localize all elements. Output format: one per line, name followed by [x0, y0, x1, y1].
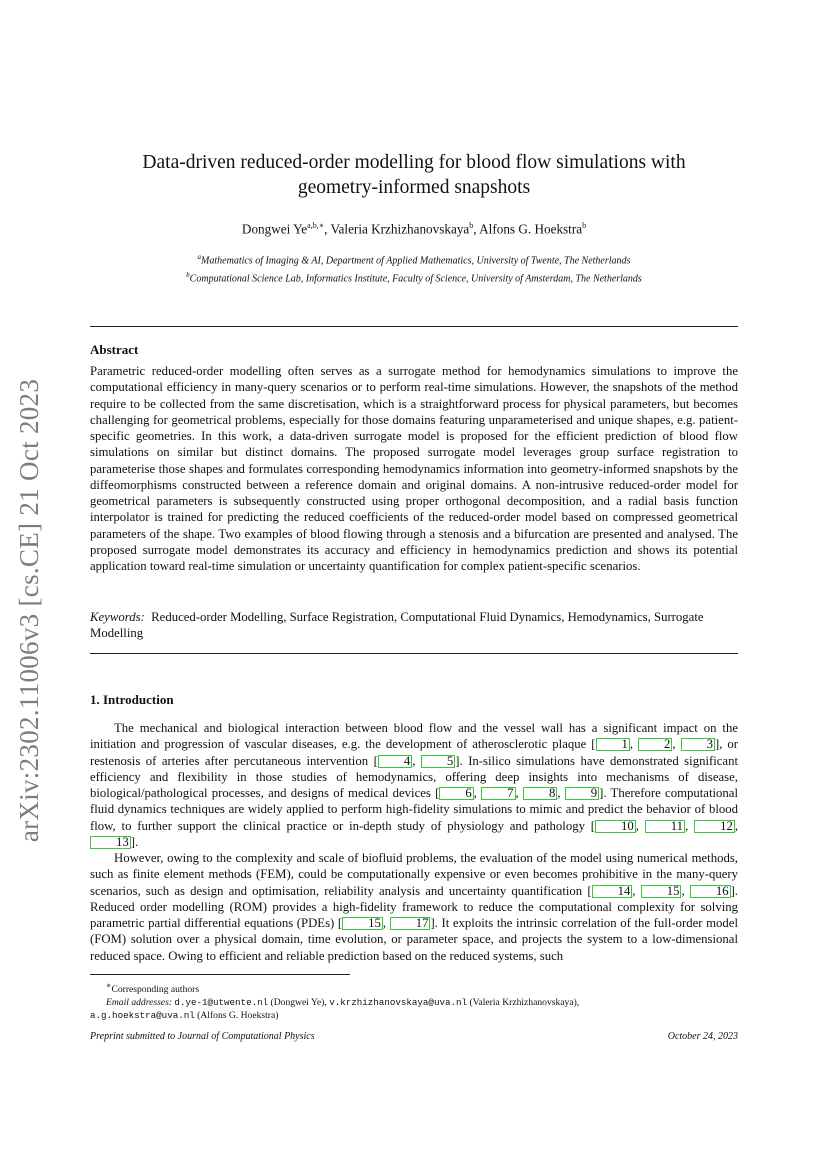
footnote: [90, 979, 738, 1022]
author-marks: b: [582, 221, 587, 230]
bottom-rule: [90, 653, 738, 654]
intro-text: ,: [629, 737, 639, 752]
intro-text: ], or restenosis of arteries after percutaneous intervention [: [90, 737, 739, 768]
section-heading: 1. Introduction: [90, 692, 174, 707]
title-line-1: Data-driven reduced-order modelling for blood flow simulations with: [142, 152, 686, 173]
author-list: [90, 221, 738, 237]
intro-text: ,: [635, 818, 645, 833]
corresponding-text: Corresponding authors: [111, 984, 200, 996]
citation-link[interactable]: 5: [421, 755, 455, 768]
citation-link[interactable]: 3: [681, 738, 715, 751]
email-link[interactable]: v.krzhizhanovskaya@uva.nl: [329, 997, 468, 1009]
intro-paragraph: [90, 720, 738, 850]
citation-link[interactable]: 17: [390, 917, 431, 930]
affiliations: [90, 250, 738, 287]
citation-link[interactable]: 7: [481, 787, 515, 800]
citation-link[interactable]: 4: [378, 755, 412, 768]
intro-text: ,: [672, 737, 681, 752]
intro-text: ,: [473, 786, 482, 800]
citation-link[interactable]: 14: [592, 885, 633, 898]
affiliation-a: [90, 250, 738, 268]
intro-text: ,: [681, 883, 690, 898]
keywords-label: Keywords:: [90, 610, 145, 624]
email-link[interactable]: d.ye-1@utwente.nl: [174, 997, 269, 1009]
email-link[interactable]: a.g.hoekstra@uva.nl: [90, 1010, 195, 1022]
email-owner: (Alfons G. Hoekstra): [197, 1010, 279, 1022]
citation-link[interactable]: 11: [645, 820, 685, 833]
author-marks: b: [469, 221, 474, 230]
email-owner: (Dongwei Ye): [270, 997, 325, 1009]
intro-text: ]. In-silico simulations have demonstrated significant efficiency and flexibility in those studies of hemodynamics, offering deep insights into mechanisms of disease, biological/pathological processes, and designs of medical devices [: [90, 753, 739, 800]
intro-text: ,: [632, 883, 641, 898]
introduction-body: [90, 720, 738, 964]
title-line-2: geometry-informed snapshots: [297, 177, 531, 198]
citation-link[interactable]: 10: [595, 820, 636, 833]
footnote-rule: [90, 974, 350, 975]
intro-text: ,: [382, 916, 390, 930]
citation-link[interactable]: 1: [596, 738, 630, 751]
author-name: Alfons G. Hoekstra: [479, 221, 583, 237]
top-rule: [90, 326, 738, 327]
intro-text: However, owing to the complexity and scale of biofluid problems, the evaluation of the model using numerical methods, such as finite element methods (FEM), could be computationally expensive or even becomes prohibitive in the many-query scenarios, such as design and optimisation, reliability analysis and uncertainty quantification [: [90, 851, 738, 898]
abstract-text: Parametric reduced-order modelling often serves as a surrogate method for hemodynamics simulations to improve the computational efficiency in many-query scenarios or to perform real-time simulations. However, the snapshots of the method require to be collected from the same discretisation, which is a straightforward process for physical parameters, but becomes challenging for geometrical problems, especially for those domains featuring unparameterised and unique shapes, e.g. patient-specific geometries. In this work, a data-driven surrogate model is proposed for the efficient prediction of blood flow simulations on similar but distinct domains. The proposed surrogate model leverages group surface registration to parameterise those shapes and formulates corresponding hemodynamics information into geometry-informed snapshots by the diffeomorphisms constructed between a reference domain and original domains. A non-intrusive reduced-order model for geometrical parameters is subsequently constructed using proper orthogonal decomposition, and a radial basis function interpolator is trained for predicting the reduced coefficients of the reduced-order model based on compressed geometrical parameters of the shape. Two examples of blood flowing through a stenosis and a bifurcation are presented and analysed. The proposed surrogate model demonstrates its accuracy and efficiency in hemodynamics prediction and shows its potential application toward real-time simulation or uncertainty quantification for complex patient-specific scenarios.: [90, 364, 738, 573]
page-footer: [90, 1031, 738, 1042]
affiliation-text: Computational Science Lab, Informatics Institute, Faculty of Science, University of Amsterdam, The Netherlands: [189, 273, 642, 285]
citation-link[interactable]: 13: [90, 836, 131, 849]
intro-text: ]. Therefore computational fluid dynamics techniques are widely applied to perform high-fidelity simulations to mimic and predict the behavior of blood flow, to further support the clinical practice or in-depth study of physiology and pathology [: [90, 786, 738, 833]
affiliation-b: [90, 268, 738, 286]
footer-date: October 24, 2023: [667, 1031, 738, 1042]
citation-link[interactable]: 8: [523, 787, 557, 800]
intro-text: ,: [734, 818, 738, 833]
abstract-heading: Abstract: [90, 342, 139, 357]
intro-text: ,: [557, 786, 565, 800]
keywords: [90, 609, 738, 642]
keywords-text: Reduced-order Modelling, Surface Registration, Computational Fluid Dynamics, Hemodynamics, Surrogate Modelling: [90, 610, 704, 641]
citation-link[interactable]: 15: [641, 885, 682, 898]
author-marks: a,b,∗: [307, 221, 325, 230]
footer-journal: Preprint submitted to Journal of Computational Physics: [90, 1031, 315, 1042]
affiliation-text: Mathematics of Imaging & AI, Department of Applied Mathematics, University of Twente, The Netherlands: [201, 255, 631, 267]
affiliation-mark: a: [197, 253, 202, 261]
citation-link[interactable]: 16: [690, 885, 731, 898]
email-addresses-cont: [90, 1009, 738, 1022]
corresponding-note: [90, 979, 738, 996]
citation-link[interactable]: 9: [565, 787, 599, 800]
intro-text: The mechanical and biological interaction between blood flow and the vessel wall has a significant impact on the initiation and progression of vascular diseases, e.g. the development of atherosclerotic plaque [: [90, 721, 738, 752]
intro-text: ,: [412, 753, 421, 768]
intro-text: ]. It exploits the intrinsic correlation of the full-order model (FOM) solution over a physical domain, time evolution, or parameter space, and projects the system to a low-dimensional reduced space. Owing to efficient and reliable prediction based on the reduced systems, such: [90, 916, 738, 963]
paper-title: [90, 150, 738, 200]
author-name: Valeria Krzhizhanovskaya: [330, 221, 470, 237]
citation-link[interactable]: 6: [439, 787, 473, 800]
intro-text: ]. Reduced order modelling (ROM) provides a high-fidelity framework to reduce the computational complexity for solving parametric partial differential equations (PDEs) [: [90, 883, 738, 930]
intro-text: ,: [685, 818, 695, 833]
intro-paragraph: [90, 850, 738, 964]
author-separator: ,: [473, 221, 480, 237]
author-name: Dongwei Ye: [241, 221, 308, 237]
email-label: Email addresses:: [106, 997, 172, 1009]
citation-link[interactable]: 15: [342, 917, 383, 930]
intro-text: ].: [130, 834, 139, 849]
email-owner: (Valeria Krzhizhanovskaya): [469, 997, 577, 1009]
affiliation-mark: b: [186, 271, 190, 280]
arxiv-stamp: [0, 360, 60, 860]
footnote-mark: ∗: [106, 981, 112, 990]
citation-link[interactable]: 12: [694, 820, 735, 833]
email-addresses: Email addresses: d.ye-1@utwente.nl (Dongwei Ye), v.krzhizhanovskaya@uva.nl (Valeria Krzhizhanovskaya),: [106, 997, 580, 1009]
citation-link[interactable]: 2: [638, 738, 672, 751]
intro-text: ,: [515, 786, 523, 800]
arxiv-stamp-text: arXiv:2302.11006v3 [cs.CE] 21 Oct 2023: [14, 378, 45, 842]
author-separator: ,: [324, 221, 331, 237]
